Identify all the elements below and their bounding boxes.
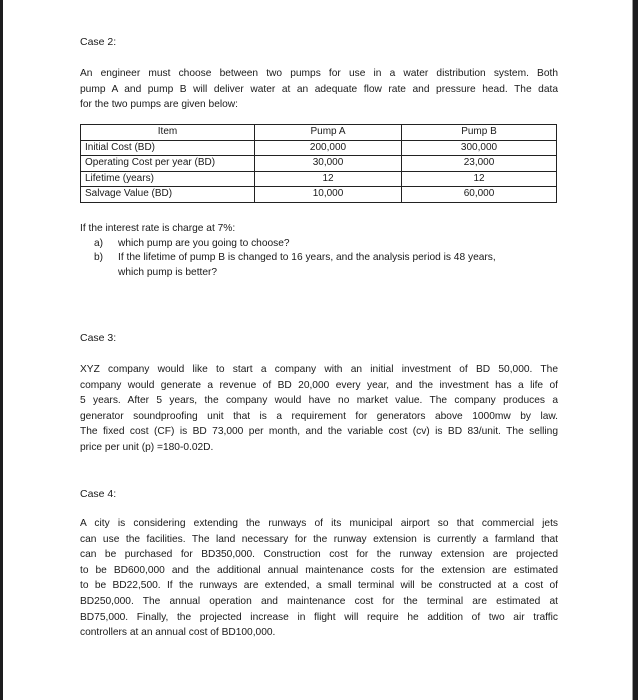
case4-line: to be BD600,000 and the additional annual maintenance costs for the extension are estimated [80,564,558,576]
case3-heading: Case 3: [80,332,117,344]
case4-line: BD250,000. The annual operation and maintenance cost for the terminal are estimated at [80,595,558,607]
cell-item: Operating Cost per year (BD) [81,156,255,172]
cell-pump-b: 300,000 [402,140,557,156]
case3-line: The fixed cost (CF) is BD 73,000 per month, and the variable cost (cv) is BD 83/unit. The selling [80,426,558,438]
cell-pump-a: 10,000 [255,187,402,203]
table-row [81,140,557,156]
case4-line: can be purchased for BD350,000. Construction cost for the runway extension are projected [80,549,558,561]
case3-line: price per unit (p) =180-0.02D. [80,441,214,453]
case4-line: A city is considering extending the runways of its municipal airport so that commercial jets [80,518,558,529]
cell-pump-a: 30,000 [255,156,402,172]
question-marker: a) [94,237,104,249]
question-b [80,251,558,280]
question-a [80,237,558,252]
pump-comparison-table [80,124,557,203]
case4-line: can use the facilities. The land necessary for the runway extension is currently a farmland that [80,533,558,545]
case2-intro-line: pump A and pump B will deliver water at an adequate flow rate and pressure head. The data [80,83,558,95]
cell-pump-a: 12 [255,171,402,187]
question-text: If the lifetime of pump B is changed to 16 years, and the analysis period is 48 years, [118,252,496,264]
cell-item: Initial Cost (BD) [81,140,255,156]
case3-paragraph [80,362,558,456]
header-pump-a: Pump A [255,125,402,141]
case4-line: controllers at an annual cost of BD100,000. [80,627,276,639]
case3-line: generator soundproofing unit that is a requirement for generators above 1000mw by law. [80,410,558,422]
table-row [81,156,557,172]
case4-paragraph [80,516,558,641]
case2-intro-line: An engineer must choose between two pumps for use in a water distribution system. Both [80,68,558,79]
questions-intro: If the interest rate is charge at 7%: [80,223,236,234]
cell-pump-b: 23,000 [402,156,557,172]
case3-line: company would generate a revenue of BD 20,000 every year, and the investment has a life of [80,379,558,391]
table-row [81,187,557,203]
case3-line: XYZ company would like to start a company with an initial investment of BD 50,000. The [80,364,558,375]
case2-questions [80,222,558,280]
right-window-edge [632,0,638,700]
question-text: which pump is better? [118,266,218,278]
cell-pump-a: 200,000 [255,140,402,156]
header-item: Item [81,125,255,141]
cell-pump-b: 60,000 [402,187,557,203]
table-header-row [81,125,557,141]
question-text: which pump are you going to choose? [118,237,290,249]
case3-line: 5 years. After 5 years, the company would have no market value. The company produces a [80,395,558,407]
left-window-edge [0,0,3,700]
case2-intro-paragraph [80,66,558,113]
table-row [81,171,557,187]
case4-line: to be BD22,500. If the runways are extended, a small terminal will be constructed at a cost of [80,580,558,592]
case2-heading: Case 2: [80,36,117,48]
case4-heading: Case 4: [80,488,117,500]
cell-item: Salvage Value (BD) [81,187,255,203]
cell-item: Lifetime (years) [81,171,255,187]
case4-line: BD75,000. Finally, the projected increase in flight will require he addition of two air traffic [80,611,558,623]
case2-intro-line: for the two pumps are given below: [80,99,238,111]
cell-pump-b: 12 [402,171,557,187]
header-pump-b: Pump B [402,125,557,141]
question-marker: b) [94,252,104,264]
